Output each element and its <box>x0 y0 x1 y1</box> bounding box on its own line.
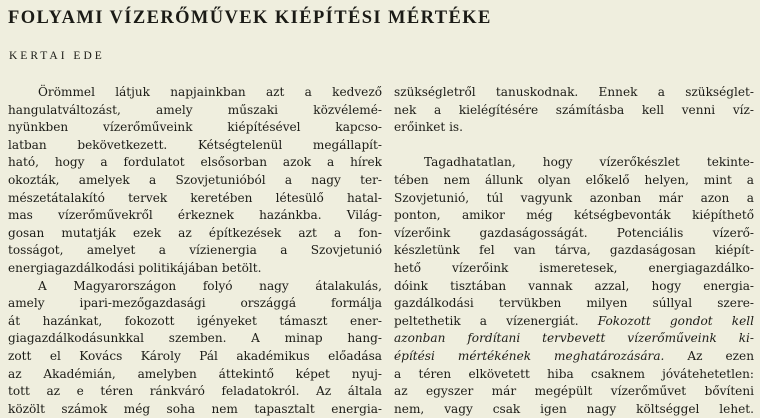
italic-text-run: Fokozott gondot kell <box>597 313 754 328</box>
text-line <box>394 260 754 278</box>
text-line <box>394 172 754 190</box>
text-run: nem, vagy csak igen nagy költséggel lehet. <box>394 401 754 416</box>
text-run: giagazdálkodásunkkal szemben. A minap hang- <box>8 331 382 346</box>
text-run: hangulatváltozást, amely műszaki közvélemé- <box>8 102 382 117</box>
text-line <box>8 190 382 208</box>
text-line <box>8 278 382 296</box>
text-run: az Akadémián, amelyben áttekintő képet nyuj- <box>8 366 382 381</box>
text-line <box>8 154 382 172</box>
text-line <box>394 154 754 172</box>
text-run: szükségletről tanuskodnak. Ennek a szükséglet- <box>394 85 754 99</box>
text-line <box>8 401 382 418</box>
text-run: ponton, amikor még kétségbevonták kiépíthető <box>394 208 754 223</box>
text-line <box>394 207 754 225</box>
italic-text-run: építési mértékének meghatározására. <box>394 348 665 363</box>
text-run: vízerőink gazdaságosságát. Potenciális vízerő- <box>394 225 754 240</box>
text-line <box>8 313 382 331</box>
text-run: nyünkben vízerőműveink kiépítésével kapcso- <box>8 120 382 135</box>
text-line <box>394 330 754 348</box>
text-run: át hazánkat, fokozott igényeket támaszt ener- <box>8 313 382 328</box>
text-line <box>394 366 754 384</box>
paragraph-gap <box>394 137 754 155</box>
text-run: peltethetik a vízenergiát. <box>394 313 598 328</box>
text-run: az egyszer már megépült vízerőművet bővíteni <box>394 384 754 399</box>
text-line <box>394 119 754 137</box>
text-run: okozták, amelyek a Szovjetunióból a nagy ter- <box>8 172 382 187</box>
text-run: dóink tisztában vannak azzal, hogy energia- <box>394 278 754 293</box>
text-line <box>394 295 754 313</box>
text-line <box>8 366 382 384</box>
text-run: A Magyarországon folyó nagy átalakulás, <box>38 278 382 293</box>
text-line <box>8 137 382 155</box>
text-line <box>394 401 754 418</box>
text-run: latban bekövetkezett. Kétségtelenül megállapít- <box>8 137 382 152</box>
text-line <box>394 278 754 296</box>
text-line <box>8 295 382 313</box>
text-line <box>8 330 382 348</box>
text-run: erőinket is. <box>394 120 463 135</box>
text-run: nek a kielégítésére számításba kell venni víz- <box>394 102 754 117</box>
text-run: Tagadhatatlan, hogy vízerőkészlet tekinte- <box>424 155 754 170</box>
text-run: amely ipari-mezőgazdasági országgá formálja <box>8 296 382 311</box>
text-run: tosságot, amelyet a vízienergia a Szovjetunió <box>8 243 382 258</box>
text-run: Örömmel látjuk napjainkban azt a kedvező <box>38 85 382 99</box>
text-run: gazdálkodási tervükben milyen súllyal szere- <box>394 296 754 311</box>
text-line <box>394 190 754 208</box>
text-line <box>8 207 382 225</box>
text-column-left <box>8 84 382 418</box>
text-line <box>8 102 382 120</box>
text-line <box>394 102 754 120</box>
text-run: közölt számok még soha nem tapasztalt energia- <box>8 401 382 416</box>
text-line <box>8 172 382 190</box>
text-line <box>394 84 754 102</box>
text-run: ható, hogy a fordulatot elsősorban azok a hírek <box>8 155 382 170</box>
text-run: tott az e téren ránkváró feladatokról. Az általa <box>8 384 382 399</box>
text-run: Szovjetunió, túl vagyunk azonban már azon a <box>394 190 754 205</box>
text-run: gosan mutatják ezek az építkezések azt a fon- <box>8 225 382 240</box>
italic-text-run: azonban fordítani tervbevett vízerőműveink ki- <box>394 331 754 346</box>
text-column-right <box>394 84 754 418</box>
text-line <box>394 242 754 260</box>
text-line <box>394 313 754 331</box>
text-run: mészetátalakító tervek keretében létesülő hatal- <box>8 190 382 205</box>
text-line <box>8 242 382 260</box>
text-run: hető vízerőink ismeretesek, energiagazdálko- <box>394 260 754 275</box>
article-author: KERTAI EDE <box>9 50 105 62</box>
text-line <box>394 383 754 401</box>
text-line <box>8 84 382 102</box>
text-line <box>8 348 382 366</box>
text-line <box>394 348 754 366</box>
text-run: mas vízerőművekről érkeznek hazánkba. Világ- <box>8 208 382 223</box>
text-line <box>8 260 382 278</box>
text-run: készletünk fel van tárva, gazdaságosan kiépít- <box>394 243 754 258</box>
text-run: Az ezen <box>664 348 754 363</box>
text-run: tében nem állunk olyan előkelő helyen, mint a <box>394 172 754 187</box>
text-run: energiagazdálkodási politikájában betölt. <box>8 260 262 275</box>
text-line <box>8 225 382 243</box>
text-line <box>394 225 754 243</box>
text-run: a téren elkövetett hiba csaknem jóvátehetetlen: <box>394 366 754 381</box>
text-run: zott el Kovács Károly Pál akadémikus előadása <box>8 348 382 363</box>
text-line <box>8 383 382 401</box>
text-line <box>8 119 382 137</box>
article-title: FOLYAMI VÍZERŐMŰVEK KIÉPÍTÉSI MÉRTÉKE <box>8 8 492 28</box>
